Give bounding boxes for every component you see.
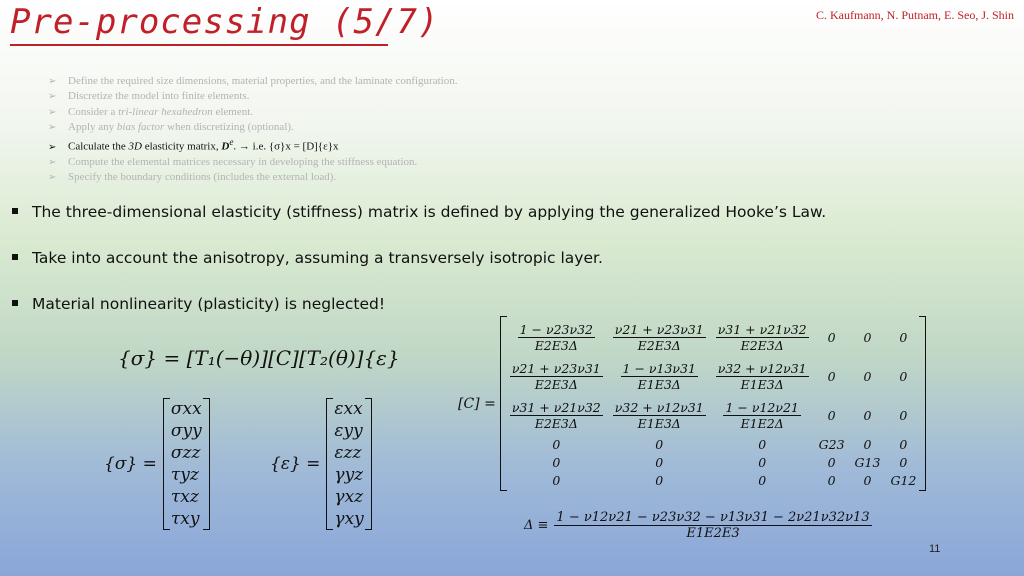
matrix-cell: 0 [827,408,836,423]
fraction-denominator: E1E3Δ [637,377,681,392]
matrix-cell: 0 [827,369,836,384]
step-item-active: ➢ Calculate the 3D elasticity matrix, $D^e$. → i.e. {σ}x = [D]{ε}x [48,135,457,155]
matrix-fraction [510,400,603,431]
matrix-cell: 0 [827,330,836,345]
fraction-denominator: E1E3Δ [740,377,784,392]
matrix-fraction [613,400,706,431]
matrix-cell: 0 [899,369,908,384]
matrix-cell: G23 [818,436,845,452]
fraction-denominator: E2E3Δ [534,416,578,431]
arrow-bullet-icon: ➢ [48,76,57,87]
matrix-row [505,453,922,471]
matrix-cell: G13 [854,454,881,470]
arrow-bullet-icon: ➢ [48,157,57,169]
matrix-cell: 0 [863,330,872,345]
matrix-cell: 0 [552,436,561,452]
step-item: ➢ Define the required size dimensions, material properties, and the laminate configuration. [48,74,457,89]
fraction-denominator: E2E3Δ [534,338,578,353]
fraction-numerator: 1 − ν13ν31 [622,361,696,376]
fraction-numerator: ν31 + ν21ν32 [511,400,601,415]
matrix-cell: 0 [552,472,561,488]
matrix-cell: 0 [758,472,767,488]
vector-entry: σyy [170,421,202,441]
matrix-cell: 0 [655,436,664,452]
matrix-cell: 0 [863,436,872,452]
matrix-fraction [613,322,706,353]
arrow-bullet-icon: ➢ [48,121,57,133]
matrix-fraction [621,361,698,392]
step-item: ➢ Compute the elemental matrices necessary in developing the stiffness equation. [48,155,457,170]
matrix-cell: 0 [655,454,664,470]
matrix-row [505,435,922,453]
matrix-cell [608,357,711,396]
fraction-numerator: ν21 + ν23ν31 [614,322,704,337]
fraction-denominator: E1E3Δ [637,416,681,431]
stiffness-matrix: [C] = $\frac{1 - \nu 23\nu 32}{E2E3\Delta}$ $\frac{\nu 21 + \nu 23\nu 31}{E2E3\Delta}$ $\frac{\nu 31 + \nu 21\nu 32}{E2E3\Delta}$ 0 0 0 $\frac{\nu 21 + \nu 23\nu 31}{E2E3\Delta}$ $\frac{1 - \nu 13\nu 31}{E1E3\Delta}$ $\frac{\nu 32 + \nu 12\nu 31}{E1E3\Delta}$ 0 0 0 $\frac{\nu 31 + \nu 21\nu 32}{E2E3\Delta}$ $\frac{\nu 32 + \nu 12\nu 31}{E1E3\Delta}$ $\frac{1 - \nu 12\nu 21}{E1E2\Delta}$ 0 0 0 0 0 0 G23 0 0 0 0 0 0 G13 0 0 0 0 0 0 G12 [458,316,926,491]
matrix-cell: 0 [899,408,908,423]
matrix-cell: 0 [552,454,561,470]
step-item: ➢ Discretize the model into finite elements. [48,89,457,104]
matrix-cell: 0 [758,454,767,470]
fraction-numerator: 1 − ν23ν32 [519,322,593,337]
vector-entry: εxx [334,399,363,419]
transformation-equation: {σ} = [T₁(−θ)][C][T₂(θ)]{ε} [118,346,400,370]
matrix-fraction [510,361,603,392]
vector-entry: εzz [334,443,362,463]
vector-entry: σxx [170,399,202,419]
stress-vector: {σ} = σxx σyy σzz τyz τxz τxy [104,398,210,530]
matrix-cell: 0 [655,472,664,488]
arrow-bullet-icon: ➢ [48,141,57,153]
matrix-cell: 0 [758,436,767,452]
square-bullet-icon [12,208,18,214]
bullet-item: The three-dimensional elasticity (stiffness) matrix is defined by applying the generalized Hooke’s Law. [12,203,826,221]
matrix-cell [711,396,814,435]
vector-entry: γxy [334,509,364,529]
strain-vector: {ε} = εxx εyy εzz γyz γxz γxy [270,398,372,530]
strain-vector-entries [326,398,371,530]
step-item: ➢ Specify the boundary conditions (includes the external load). [48,170,457,185]
matrix-cell: 0 [827,472,836,488]
matrix-cell [608,318,711,357]
fraction-denominator: E2E3Δ [637,338,681,353]
step-item: ➢ Consider a tri-linear hexahedron element. [48,105,457,120]
arrow-bullet-icon: ➢ [48,91,57,103]
bullet-item: Material nonlinearity (plasticity) is neglected! [12,295,385,313]
page-number: 11 [929,543,941,555]
matrix-fraction [716,322,809,353]
matrix-cell [608,396,711,435]
matrix-cell [505,318,608,357]
matrix-cell: 0 [863,472,872,488]
matrix-cell [505,357,608,396]
matrix-cell: 0 [899,436,908,452]
fraction-numerator: ν32 + ν12ν31 [614,400,704,415]
vector-entry: τyz [170,465,199,485]
fraction-numerator: ν21 + ν23ν31 [511,361,601,376]
matrix-fraction [518,322,595,353]
square-bullet-icon [12,300,18,306]
vector-entry: τxy [170,509,200,529]
matrix-fraction [723,400,800,431]
matrix-cell: G12 [890,472,917,488]
matrix-cell [711,357,814,396]
fraction-denominator: E2E3Δ [740,338,784,353]
step-item: ➢ Apply any bias factor when discretizing (optional). [48,120,457,135]
fraction-denominator: E1E2Δ [740,416,784,431]
stiffness-matrix-body [500,316,927,491]
title-underline [10,44,388,46]
matrix-cell: 0 [827,454,836,470]
slide-title: Pre-processing (5/7) [10,2,440,42]
matrix-row [505,396,922,435]
fraction-numerator: ν31 + ν21ν32 [717,322,807,337]
vector-entry: γxz [334,487,364,507]
delta-definition: Δ ≡ $\frac{1 - \nu 12\nu 21 - \nu 23\nu 32 - \nu 13\nu 31 - 2\nu 21\nu 32\nu 13}{E1E2E3}$ [524,510,870,541]
matrix-row [505,471,922,489]
authors: C. Kaufmann, N. Putnam, E. Seo, J. Shin [816,8,1014,22]
matrix-cell: 0 [899,330,908,345]
process-steps [48,74,457,186]
stiffness-matrix-table [505,318,922,489]
matrix-fraction [716,361,809,392]
arrow-bullet-icon: ➢ [48,172,57,184]
matrix-row [505,318,922,357]
matrix-cell: 0 [899,454,908,470]
vector-entry: γyz [334,465,364,485]
vector-entry: εyy [334,421,363,441]
arrow-bullet-icon: ➢ [48,106,57,118]
matrix-cell: 0 [863,369,872,384]
matrix-cell: 0 [863,408,872,423]
vector-entry: σzz [170,443,201,463]
vector-entry: τxz [170,487,199,507]
fraction-denominator: E2E3Δ [534,377,578,392]
matrix-cell [711,318,814,357]
stress-vector-entries [163,398,210,530]
square-bullet-icon [12,254,18,260]
delta-fraction: $\frac{1 - \nu 12\nu 21 - \nu 23\nu 32 - \nu 13\nu 31 - 2\nu 21\nu 32\nu 13}{E1E2E3}$ [556,510,870,541]
fraction-numerator: 1 − ν12ν21 [725,400,799,415]
bullet-item: Take into account the anisotropy, assuming a transversely isotropic layer. [12,249,603,267]
fraction-numerator: ν32 + ν12ν31 [717,361,807,376]
matrix-row [505,357,922,396]
matrix-cell [505,396,608,435]
